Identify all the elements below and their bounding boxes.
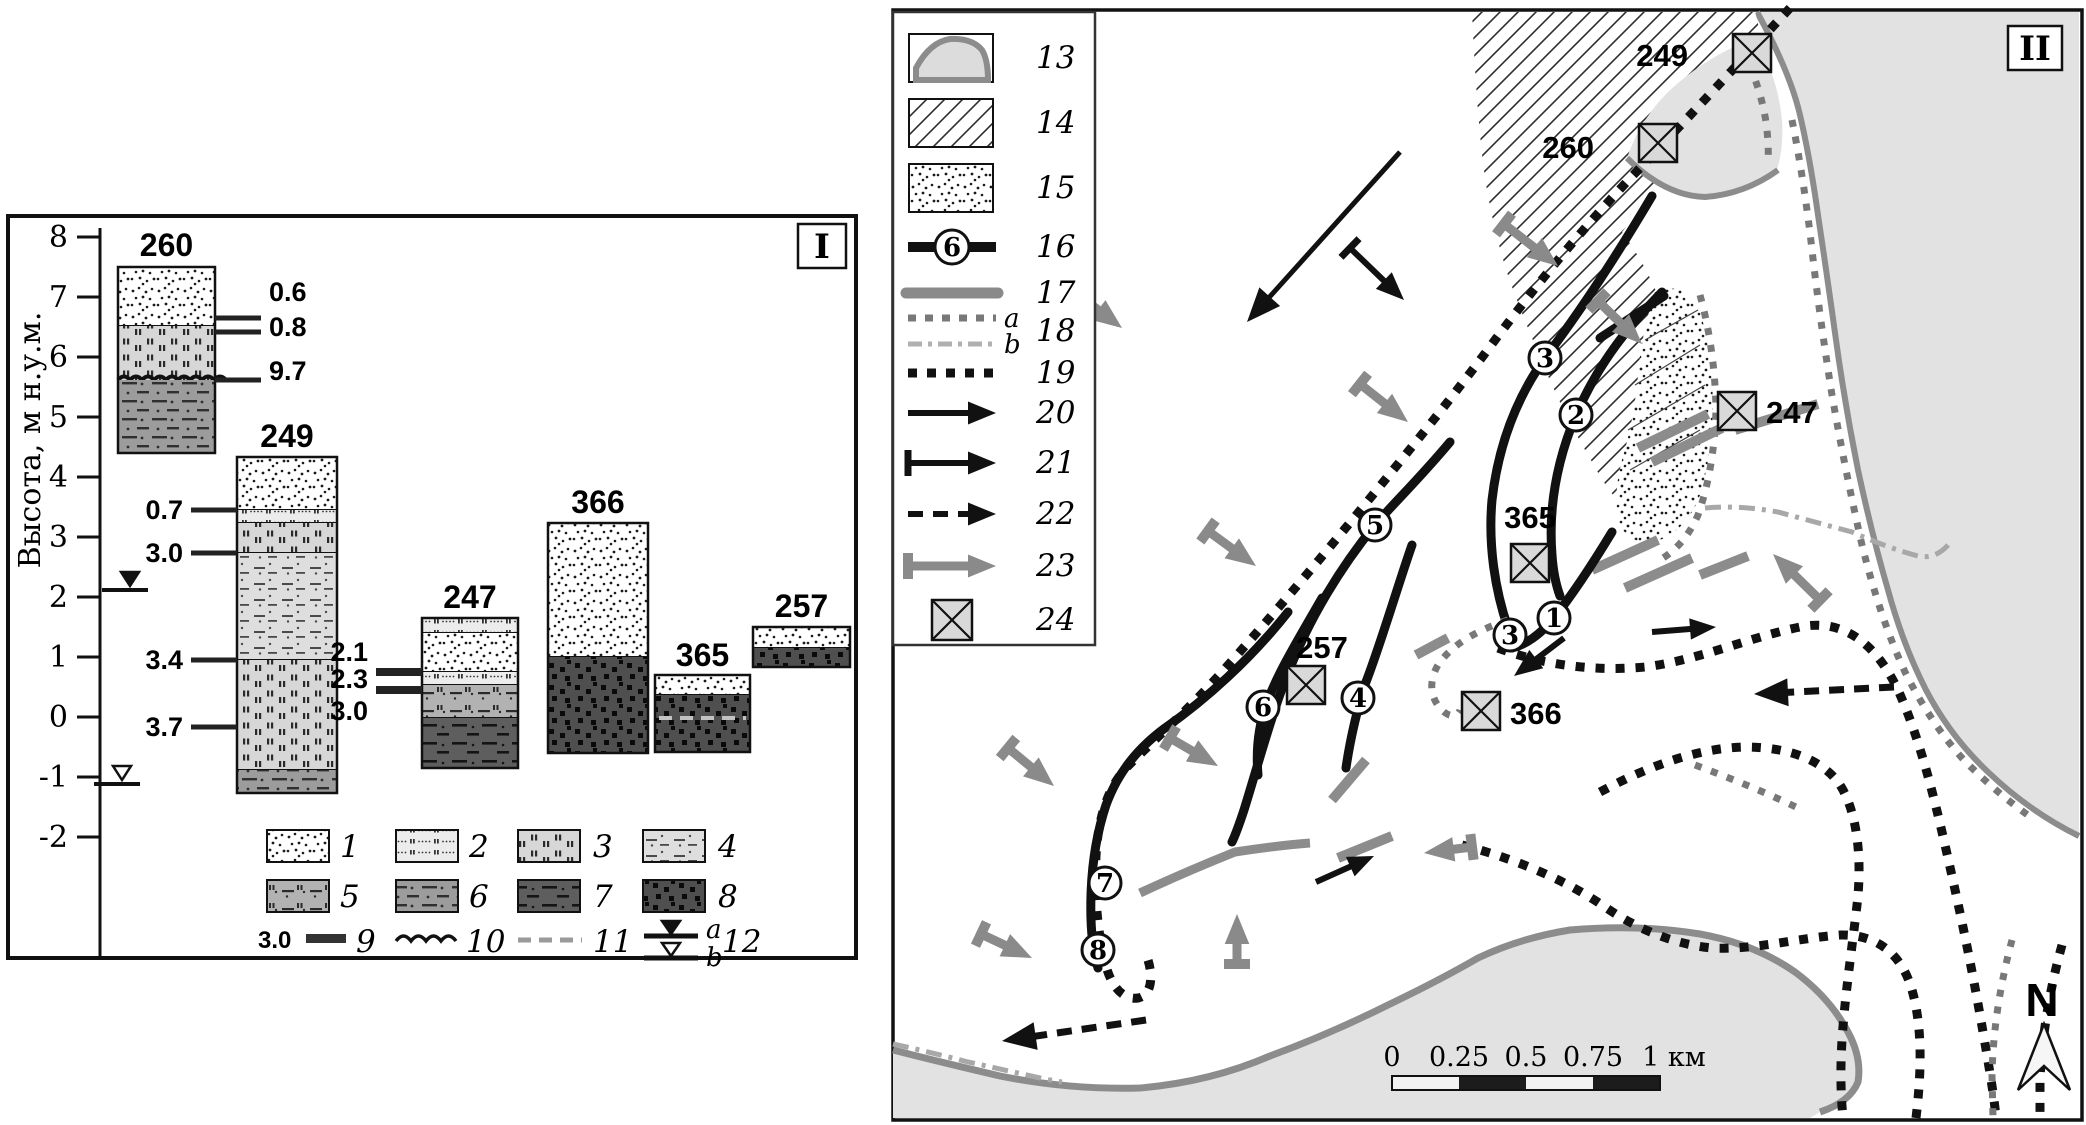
legend-item-13	[909, 34, 1075, 82]
legend-number: 6	[469, 879, 489, 915]
layer	[237, 523, 337, 553]
layer	[118, 267, 215, 326]
depth-label: 3.0	[330, 696, 368, 726]
layer	[548, 523, 648, 657]
ridge-num-label: 6	[1253, 693, 1273, 723]
tick-label: 1	[48, 640, 68, 675]
ridge-num-label: 7	[1095, 869, 1115, 899]
scalebar-label: 0.25	[1428, 1042, 1490, 1073]
tick-label: 8	[48, 220, 68, 255]
site-label: 249	[1636, 38, 1688, 73]
layer	[237, 510, 337, 523]
legend-a-label: a	[1004, 304, 1020, 334]
tick-label: 7	[48, 280, 68, 315]
scalebar-label: 0.5	[1504, 1042, 1548, 1073]
depth-label: 3.4	[145, 645, 183, 675]
tick-label: 0	[48, 700, 68, 735]
column-label: 257	[774, 588, 829, 624]
ridge-number-7	[1089, 867, 1121, 899]
layer	[422, 685, 518, 718]
legend-depth-sample: 3.0	[258, 927, 292, 954]
legend-a-label: a	[706, 915, 722, 945]
legend-number: 16	[1036, 229, 1076, 265]
legend-b-label: b	[706, 943, 723, 973]
legend-number: 22	[1036, 496, 1076, 532]
site-label: 260	[1542, 130, 1594, 165]
ridge-number-1	[1538, 602, 1570, 634]
ridge-num-label: 2	[1566, 401, 1586, 431]
legend-swatch-4	[643, 830, 705, 862]
legend-number: 12	[722, 924, 762, 960]
layer	[237, 770, 337, 793]
ridge-number-5	[1359, 509, 1391, 541]
layer	[753, 648, 850, 667]
legend-number: 4	[718, 829, 738, 865]
depth-label: 0.6	[269, 277, 307, 307]
borehole-site-icon	[1287, 666, 1325, 704]
map-legend	[893, 12, 1095, 645]
scalebar-segment	[1593, 1076, 1660, 1090]
legend-number: 15	[1036, 170, 1076, 206]
legend-number: 21	[1036, 445, 1076, 481]
tick-label: -2	[38, 820, 68, 855]
site-label: 365	[1504, 500, 1556, 535]
ridge-num-label: 3	[1500, 621, 1520, 651]
panel1-label: I	[814, 227, 830, 267]
legend-number: 17	[1036, 275, 1076, 311]
layer	[237, 457, 337, 510]
tick-label: 5	[48, 400, 68, 435]
ridge-number-3	[1529, 342, 1561, 374]
tick-label: -1	[38, 760, 68, 795]
legend-swatch-6	[396, 880, 458, 912]
legend-number: 8	[718, 879, 738, 915]
ridge-number-3	[1494, 619, 1526, 651]
layer	[422, 672, 518, 685]
column-label: 365	[675, 637, 730, 673]
site-marker-366	[1462, 692, 1562, 731]
legend-ridge-num: 6	[942, 233, 962, 263]
layer	[753, 627, 850, 648]
site-label: 366	[1510, 696, 1562, 731]
legend-number: 11	[593, 924, 633, 960]
borehole-site-icon	[1718, 392, 1756, 430]
legend-swatch-8	[643, 880, 705, 912]
tick-label: 6	[48, 340, 68, 375]
legend-number: 2	[469, 829, 489, 865]
scalebar-segment	[1392, 1076, 1459, 1090]
layer	[237, 553, 337, 660]
depth-label: 2.3	[330, 664, 368, 694]
arrow-shaft	[1652, 629, 1693, 632]
legend-depth-line	[306, 934, 346, 943]
legend-number: 23	[1036, 548, 1076, 584]
scalebar-label: 0	[1383, 1042, 1401, 1073]
legend-item-15	[909, 164, 1075, 212]
layer	[655, 695, 750, 752]
site-label: 257	[1296, 630, 1348, 665]
layer	[548, 657, 648, 753]
depth-label: 9.7	[269, 356, 307, 386]
tick-label: 3	[48, 520, 68, 555]
borehole-site-icon	[1462, 692, 1500, 730]
column-label: 366	[571, 484, 625, 520]
ridge-number-8	[1082, 934, 1114, 966]
layer	[118, 380, 215, 453]
scalebar-end-label: 1 км	[1642, 1042, 1706, 1073]
ridge-num-label: 3	[1535, 344, 1555, 374]
legend-number: 9	[356, 924, 376, 960]
layer	[422, 718, 518, 768]
site-marker-247	[1718, 392, 1818, 430]
column-366	[548, 484, 648, 753]
axis-title: Высота, м н.у.м.	[13, 311, 48, 569]
legend-number: 7	[593, 879, 613, 915]
depth-label: 0.8	[269, 312, 307, 342]
ridge-number-4	[1342, 682, 1374, 714]
legend-number: 14	[1036, 105, 1076, 141]
borehole-site-icon	[932, 600, 972, 640]
column-label: 249	[260, 418, 314, 454]
legend-number: 24	[1036, 602, 1076, 638]
legend-hatch-icon	[909, 99, 993, 147]
depth-label: 3.7	[145, 712, 183, 742]
scalebar-segment	[1526, 1076, 1593, 1090]
tick-label: 2	[48, 580, 68, 615]
legend-number: 3	[593, 829, 613, 865]
legend-swatch-5	[267, 880, 329, 912]
column-label: 260	[139, 227, 194, 263]
legend-number: 20	[1036, 395, 1076, 431]
north-label: N	[2025, 974, 2059, 1026]
legend-sand-icon	[909, 164, 993, 212]
borehole-site-icon	[1733, 34, 1771, 72]
legend-b-label: b	[1004, 330, 1021, 360]
legend-swatch-7	[518, 880, 580, 912]
ridge-num-label: 1	[1544, 604, 1564, 634]
site-label: 247	[1766, 395, 1818, 430]
scalebar-segment	[1459, 1076, 1526, 1090]
borehole-site-icon	[1639, 124, 1677, 162]
ridge-num-label: 5	[1365, 511, 1385, 541]
panel2-label: II	[2019, 29, 2051, 69]
depth-label: 0.7	[145, 495, 183, 525]
scalebar-label: 0.75	[1562, 1042, 1624, 1073]
legend-swatch-2	[396, 830, 458, 862]
legend-swatch-1	[267, 830, 329, 862]
legend-number: 1	[340, 829, 360, 865]
layer	[118, 326, 215, 380]
legend-number: 10	[466, 924, 506, 960]
ridge-num-label: 8	[1088, 936, 1108, 966]
legend-number: 18	[1036, 313, 1076, 349]
layer	[422, 633, 518, 672]
legend-number: 19	[1036, 355, 1076, 391]
layer	[655, 675, 750, 695]
ridge-number-6	[1247, 691, 1279, 723]
column-label: 247	[443, 579, 497, 615]
legend-number: 13	[1036, 40, 1076, 76]
layer	[422, 618, 518, 633]
scalebar	[1383, 1042, 1705, 1090]
depth-label: 2.1	[330, 637, 368, 667]
legend-number: 5	[340, 879, 360, 915]
legend-swatch-3	[518, 830, 580, 862]
ridge-number-2	[1560, 399, 1592, 431]
panel1	[8, 216, 856, 973]
arrow-tailbar	[1470, 834, 1473, 860]
depth-label: 3.0	[145, 538, 183, 568]
legend-item-14	[909, 99, 1075, 147]
tick-label: 4	[48, 460, 68, 495]
panel2	[893, 8, 2082, 1120]
borehole-site-icon	[1511, 544, 1549, 582]
layer	[237, 660, 337, 770]
ridge-num-label: 4	[1348, 684, 1368, 714]
